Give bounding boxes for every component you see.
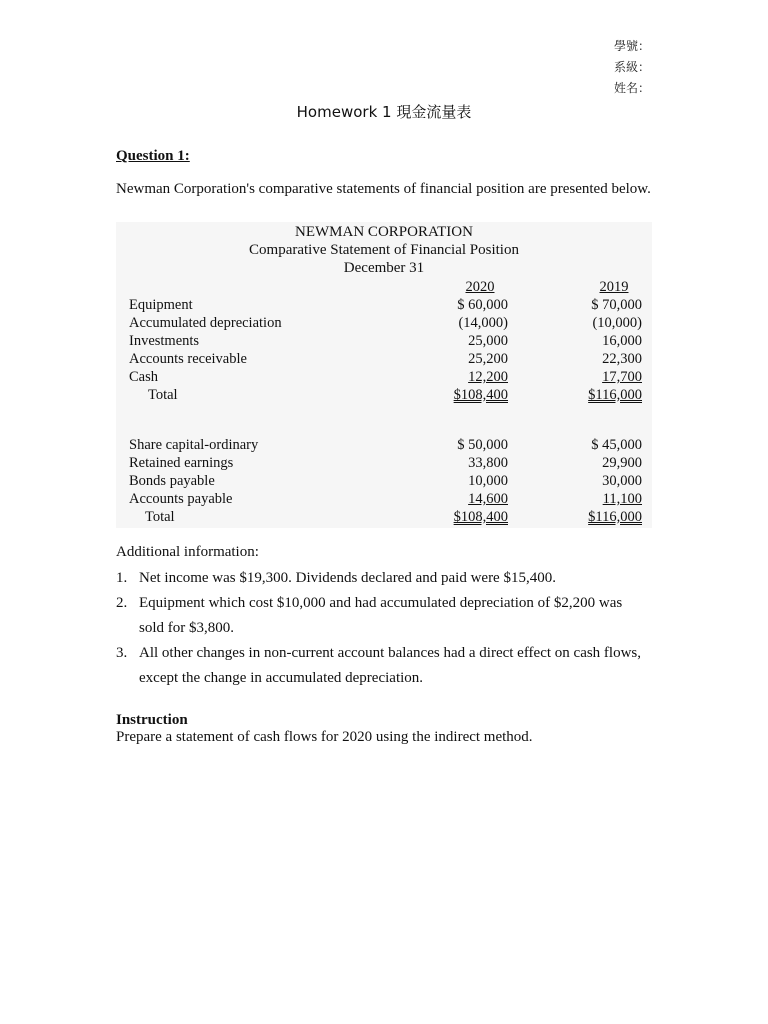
list-item: Equipment which cost $10,000 and had accumulated depreciation of $2,200 was <box>139 595 623 611</box>
row-label: Investments <box>129 333 200 349</box>
value-2020: 12,200 <box>468 369 508 385</box>
year-2019-header: 2019 <box>599 279 629 295</box>
list-item-continued: except the change in accumulated depreciation. <box>139 670 424 686</box>
name-label: 姓名： <box>614 81 651 95</box>
total-2020: $108,400 <box>453 387 508 403</box>
value-2019: 30,000 <box>602 473 642 489</box>
row-label: Accumulated depreciation <box>129 315 282 331</box>
student-id-label: 學號： <box>614 39 651 53</box>
statement-date: December 31 <box>343 260 425 276</box>
value-2020: (14,000) <box>458 315 508 331</box>
value-2020: 25,000 <box>468 333 508 349</box>
row-label: Bonds payable <box>129 473 215 489</box>
row-label: Equipment <box>129 297 193 313</box>
total-2019: $116,000 <box>588 387 642 403</box>
homework-title: Homework 1 現金流量表 <box>296 103 472 121</box>
row-label: Accounts payable <box>129 491 233 507</box>
row-label: Share capital-ordinary <box>129 437 259 453</box>
list-item-number: 1. <box>116 570 128 586</box>
list-item: Net income was $19,300. Dividends declared and paid were $15,400. <box>139 570 556 586</box>
list-item: All other changes in non-current account balances had a direct effect on cash flows, <box>139 645 642 661</box>
value-2019: 17,700 <box>602 369 642 385</box>
row-label: Retained earnings <box>129 455 234 471</box>
department-label: 系級： <box>614 60 651 74</box>
total-2019: $116,000 <box>588 509 642 525</box>
value-2020: 10,000 <box>468 473 508 489</box>
value-2020: 14,600 <box>468 491 508 507</box>
value-2020: 33,800 <box>468 455 508 471</box>
list-item-continued: sold for $3,800. <box>139 620 234 636</box>
list-item-number: 3. <box>116 645 128 661</box>
company-name: NEWMAN CORPORATION <box>295 224 473 240</box>
value-2020: 25,200 <box>468 351 508 367</box>
total-label: Total <box>148 387 178 403</box>
instruction-title: Instruction <box>116 712 188 728</box>
value-2019: $ 70,000 <box>591 297 642 313</box>
additional-info-title: Additional information: <box>116 544 259 560</box>
row-label: Cash <box>129 369 158 385</box>
year-2020-header: 2020 <box>465 279 495 295</box>
instruction-text: Prepare a statement of cash flows for 2020 using the indirect method. <box>116 729 533 745</box>
question-title: Question 1: <box>116 148 190 164</box>
value-2019: 29,900 <box>602 455 642 471</box>
value-2019: $ 45,000 <box>591 437 642 453</box>
value-2019: 22,300 <box>602 351 642 367</box>
list-item-number: 2. <box>116 595 128 611</box>
question-intro: Newman Corporation's comparative statements of financial position are presented below. <box>116 181 651 197</box>
statement-name: Comparative Statement of Financial Position <box>249 242 519 258</box>
value-2020: $ 60,000 <box>457 297 508 313</box>
value-2019: 16,000 <box>602 333 642 349</box>
row-label: Accounts receivable <box>129 351 247 367</box>
value-2019: (10,000) <box>592 315 642 331</box>
total-label: Total <box>145 509 175 525</box>
value-2019: 11,100 <box>602 491 642 507</box>
total-2020: $108,400 <box>453 509 508 525</box>
value-2020: $ 50,000 <box>457 437 508 453</box>
